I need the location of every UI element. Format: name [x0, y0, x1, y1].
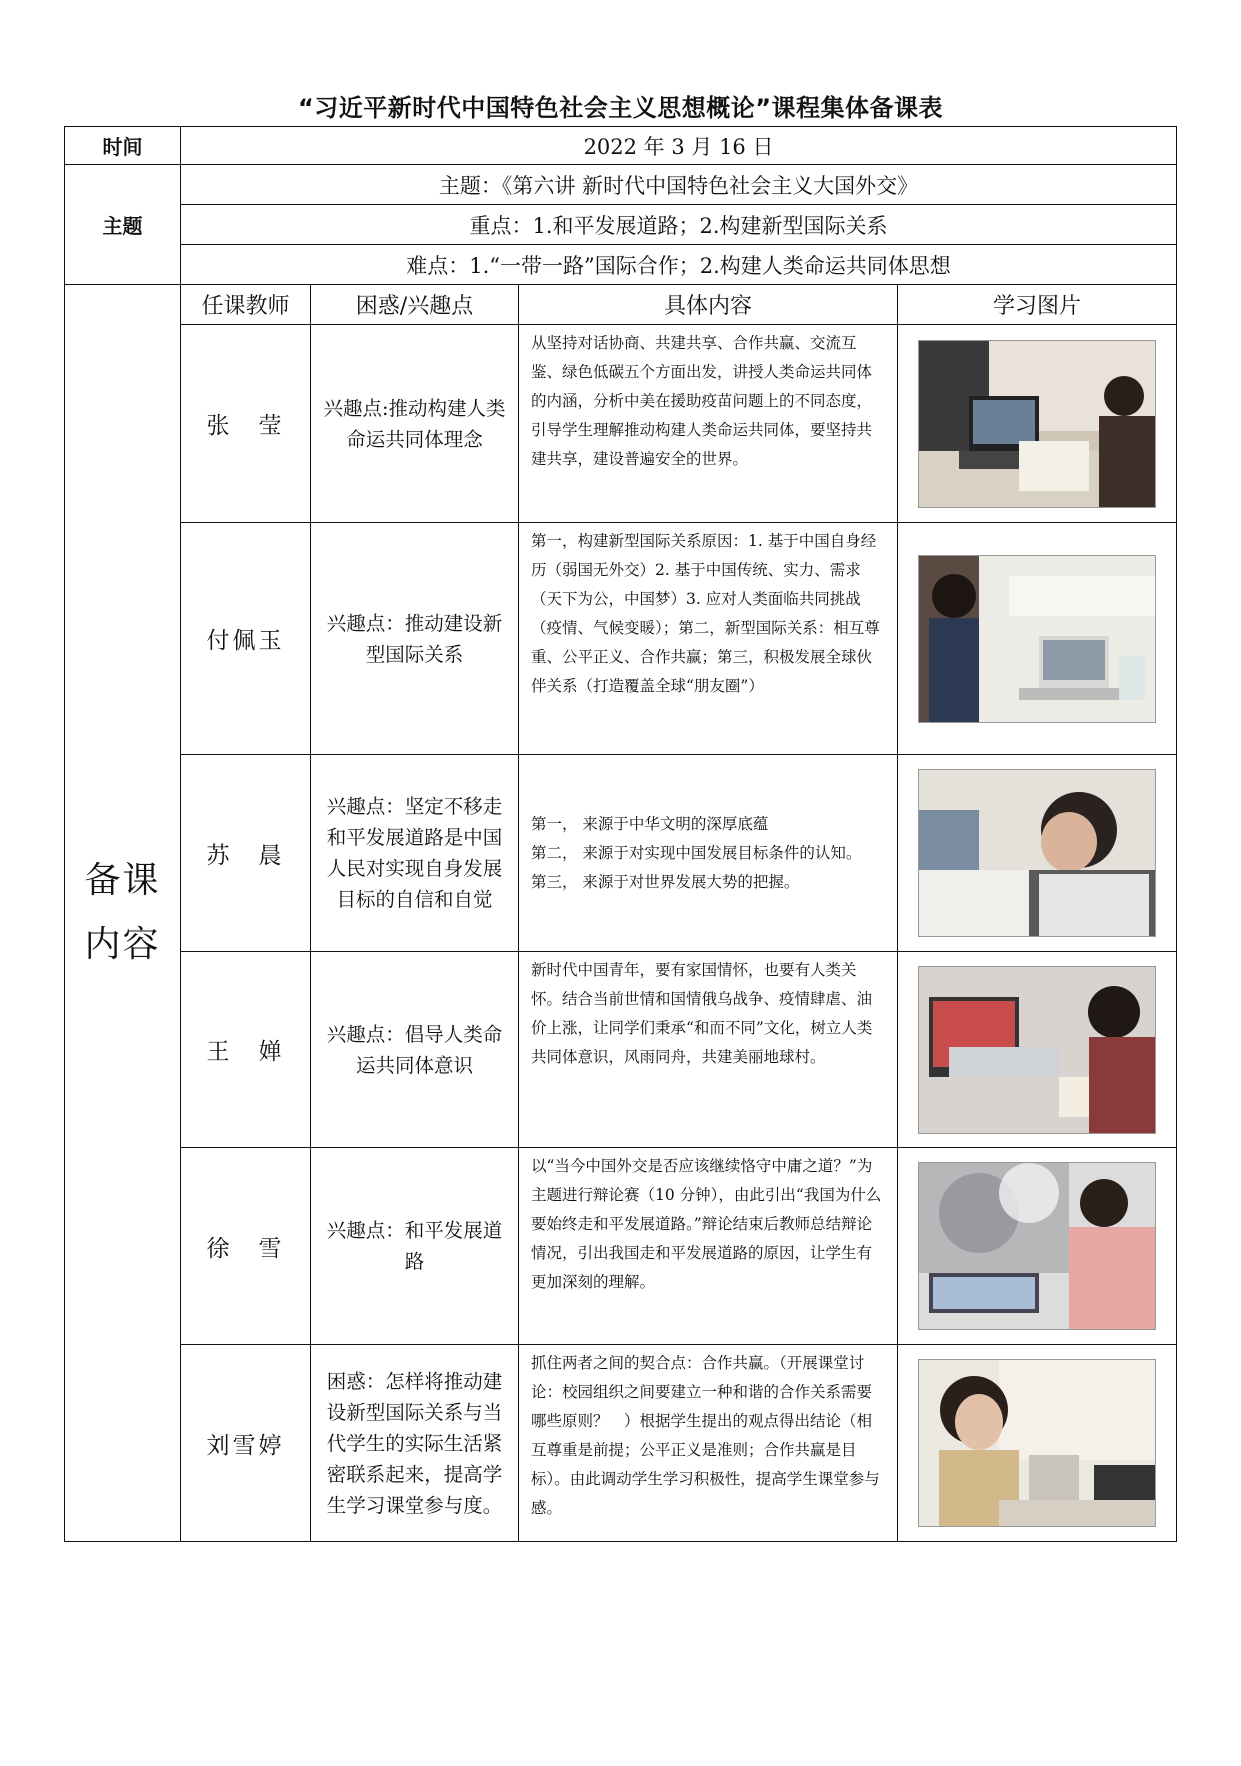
theme-difficulties-row [65, 245, 1177, 285]
theme-topic-row [65, 165, 1177, 205]
study-photo [918, 555, 1156, 723]
content-text: 抓住两者之间的契合点：合作共赢。（开展课堂讨论：校园组织之间要建立一种和谐的合作关系需要哪些原则？ ）根据学生提出的观点得出结论（相互尊重是前提；公平正义是准则；合作共赢是目标）。由此调动学生学习积极性，提高学生课堂参与感。 [519, 1345, 898, 1542]
theme-difficulties: 难点：1.“一带一路”国际合作；2.构建人类命运共同体思想 [181, 245, 1177, 285]
teacher-name: 王 婵 [181, 952, 311, 1148]
header-teacher: 任课教师 [181, 285, 311, 325]
interest-point: 兴趣点：倡导人类命运共同体意识 [311, 952, 519, 1148]
header-content: 具体内容 [519, 285, 898, 325]
lesson-prep-table [64, 126, 1177, 1542]
interest-point: 兴趣点:推动构建人类命运共同体理念 [311, 325, 519, 523]
study-photo [918, 340, 1156, 508]
time-value: 2022 年 3 月 16 日 [181, 127, 1177, 165]
content-text: 从坚持对话协商、共建共享、合作共赢、交流互鉴、绿色低碳五个方面出发，讲授人类命运共同体的内涵，分析中美在援助疫苗问题上的不同态度，引导学生理解推动构建人类命运共同体，要坚持共建共享，建设普遍安全的世界。 [519, 325, 898, 523]
table-row [65, 325, 1177, 523]
table-row [65, 1345, 1177, 1542]
teacher-name: 张 莹 [181, 325, 311, 523]
study-photo [918, 966, 1156, 1134]
photo-cell [898, 325, 1177, 523]
interest-point: 困惑：怎样将推动建设新型国际关系与当代学生的实际生活紧密联系起来，提高学生学习课堂参与度。 [311, 1345, 519, 1542]
header-interest: 困惑/兴趣点 [311, 285, 519, 325]
study-photo [918, 1162, 1156, 1330]
photo-cell [898, 523, 1177, 755]
theme-topic: 主题：《第六讲 新时代中国特色社会主义大国外交》 [181, 165, 1177, 205]
theme-key-points: 重点：1.和平发展道路；2.构建新型国际关系 [181, 205, 1177, 245]
interest-point: 兴趣点：坚定不移走和平发展道路是中国人民对实现自身发展目标的自信和自觉 [311, 755, 519, 952]
photo-cell [898, 952, 1177, 1148]
interest-point: 兴趣点：推动建设新型国际关系 [311, 523, 519, 755]
photo-cell [898, 1148, 1177, 1345]
study-photo [918, 769, 1156, 937]
prep-label-line1: 备课 [84, 860, 161, 901]
content-text: 以“当今中国外交是否应该继续恪守中庸之道？”为主题进行辩论赛（10 分钟），由此引出“我国为什么要始终走和平发展道路。”辩论结束后教师总结辩论情况，引出我国走和平发展道路的原因，让学生有更加深刻的理解。 [519, 1148, 898, 1345]
table-row [65, 755, 1177, 952]
photo-cell [898, 755, 1177, 952]
table-row [65, 1148, 1177, 1345]
time-label: 时间 [65, 127, 181, 165]
photo-cell [898, 1345, 1177, 1542]
study-photo [918, 1359, 1156, 1527]
page-title: “习近平新时代中国特色社会主义思想概论”课程集体备课表 [297, 94, 944, 122]
prep-label-line2: 内容 [84, 924, 161, 965]
teacher-name: 付佩玉 [181, 523, 311, 755]
content-text: 新时代中国青年，要有家国情怀，也要有人类关怀。结合当前世情和国情俄乌战争、疫情肆虐、油价上涨，让同学们秉承“和而不同”文化，树立人类共同体意识，风雨同舟，共建美丽地球村。 [519, 952, 898, 1148]
content-text: 第一， 来源于中华文明的深厚底蕴 第二， 来源于对实现中国发展目标条件的认知。 第三， 来源于对世界发展大势的把握。 [519, 755, 898, 952]
teacher-name: 刘雪婷 [181, 1345, 311, 1542]
interest-point: 兴趣点：和平发展道路 [311, 1148, 519, 1345]
table-row [65, 952, 1177, 1148]
teacher-name: 徐 雪 [181, 1148, 311, 1345]
time-row [65, 127, 1177, 165]
table-row [65, 523, 1177, 755]
teacher-name: 苏 晨 [181, 755, 311, 952]
header-photo: 学习图片 [898, 285, 1177, 325]
prep-label [65, 285, 181, 1542]
prep-header-row [65, 285, 1177, 325]
theme-label: 主题 [65, 165, 181, 285]
content-text: 第一，构建新型国际关系原因：1. 基于中国自身经历（弱国无外交）2. 基于中国传统、实力、需求（天下为公，中国梦）3. 应对人类面临共同挑战（疫情、气候变暖）；第二，新型国际关系：相互尊重、公平正义、合作共赢；第三，积极发展全球伙伴关系（打造覆盖全球“朋友圈”） [519, 523, 898, 755]
theme-keypoints-row [65, 205, 1177, 245]
